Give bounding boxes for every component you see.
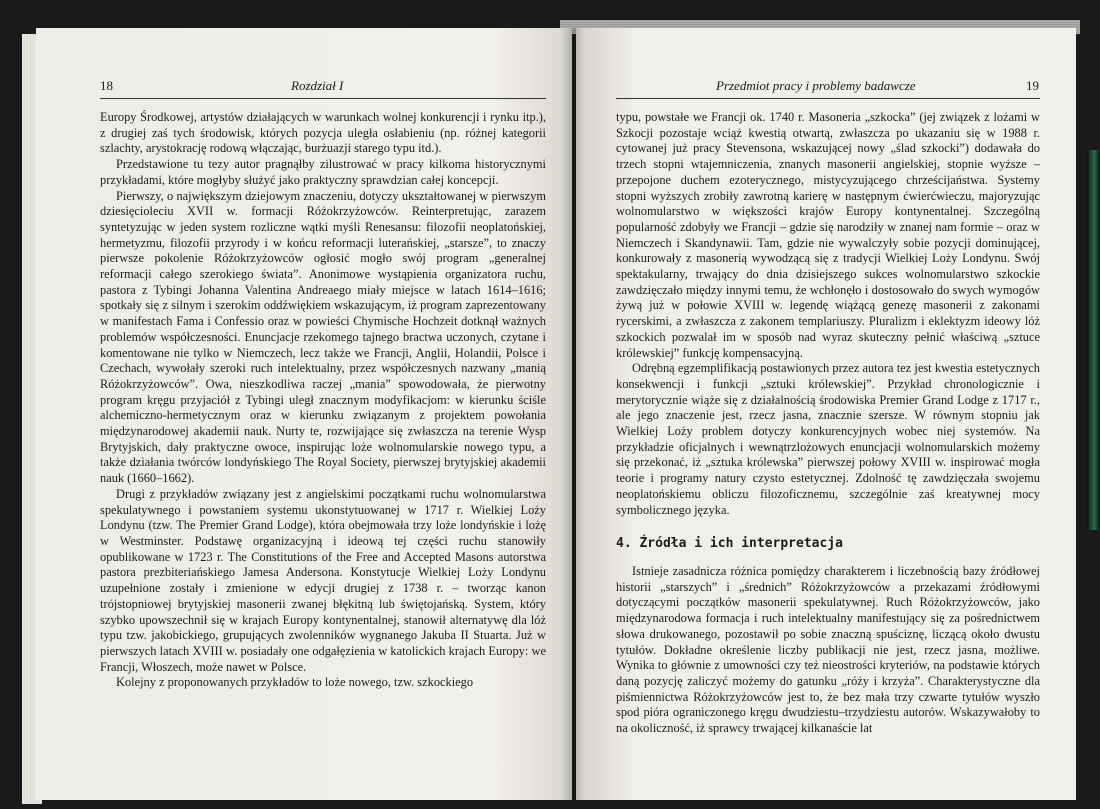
page-number-right: 19: [1026, 78, 1039, 93]
section-heading: 4. Źródła i ich interpretacja: [616, 536, 843, 552]
paragraph: Europy Środkowej, artystów działających w warunkach wolnej konkurencji i rynku itp.), z drugiej zaś tych środowisk, których pozycja uległa osłabieniu (np. różnej kategorii szlachty, arystokrację rodową włączając, burżuazji starego typu itd.).: [100, 110, 546, 156]
cover-edge: [1086, 150, 1100, 530]
left-page-text: [100, 110, 546, 691]
paragraph: Pierwszy, o największym dziejowym znaczeniu, dotyczy ukształtowanej w pierwszym dziesięcioleciu XVII w. formacji Różokrzyżowców. Reinterpretując, zarazem syntetyzując w jeden system rozliczne wątki myśli Renesansu: filozofii neoplatońskiej, hermetyzmu, filozofii przyrody i w końcu reformacji luterańskiej, „starsze”, to znaczy pierwsze pokolenie Różokrzyżowców ogłosić mogło swój program „generalnej reformacji całego szerokiego świata”. Anonimowe wystąpienia organizatora ruchu, pastora z Tybingi Johanna Valentina Andreaego miały miejsce w latach 1614–1616; spotkały się z silnym i szerokim oddźwiękiem wskazującym, iż program zaprezentowany w manifestach Fama i Confessio oraz w powieści Chymische Hochzeit dotknął ważnych problemów współczesności. Enuncjacje rzekomego tajnego bractwa uczonych, czytane i komentowane nie tylko w Niemczech, lecz także we Francji, Anglii, Holandii, Polsce i Czechach, wywołały szeroki ruch intelektualny, przez współczesnych nazwany „manią Różokrzyżowców”. Owa, nieszkodliwa raczej „mania” spowodowała, że pierwotny program kręgu przyjaciół z Tybingi uległ znacznym modyfikacjom: w kierunku ściśle alchemiczno-hermetycznym oraz w kierunku związanym z projektem powołania międzynarodowej akademii nauk. Nurty te, rozwijające się zwłaszcza na terenie Wysp Brytyjskich, dały praktyczne owoce, inspirując loże wolnomularskie nowego typu, a także działania twórców londyńskiego The Royal Society, pierwszej brytyjskiej akademii nauk (1660–1662).: [100, 188, 546, 486]
paragraph: Kolejny z proponowanych przykładów to loże nowego, tzw. szkockiego: [116, 675, 474, 690]
right-page-text: [616, 110, 1040, 737]
running-head-left: Rozdział I: [291, 78, 344, 93]
paragraph: Istnieje zasadnicza różnica pomiędzy charakterem i liczebnością bazy źródłowej historii „starszych” i „średnich” Różokrzyżowców a przekazami źródłowymi dotyczącymi początków masonerii spekulatywnej. Ruch Różokrzyżowców, jako międzynarodowa formacja i ruch intelektualny manifestujący się za pośrednictwem słowa drukowanego, pozostawił po sobie znaczną spuściznę, liczącą około dwustu tytułów. Dokładne określenie liczby publikacji nie jest, rzecz jasna, możliwe. Wynika to głównie z umowności czy też nieostrości kryteriów, na podstawie których daną pozycję zaliczyć możemy do gatunku „róży i krzyża”. Charakterystyczne dla piśmiennictwa Różokrzyżowców jest to, że bez mała trzy czwarte tytułów wyszło spod pióra ograniczonego kręgu dwudziestu–trzydziestu autorów. Wskazywałoby to na okoliczność, iż sprawcy trwającej kilkanaście lat: [616, 563, 1040, 736]
paragraph: Odrębną egzemplifikacją postawionych przez autora tez jest kwestia estetycznych konsekwencji i funkcji „sztuki królewskiej”. Przykład chronologicznie i merytorycznie wiąże się z działalnością środowiska Premier Grand Lodge z 1717 r., ale jego znaczenie jest, rzecz jasna, znacznie szersze. W równym stopniu jak Wielkiej Loży problem dotyczy konkurencyjnych wobec niej systemów. Na przykładzie oficjalnych i wewnątrzlożowych enuncjacji wolnomularskich możemy się przekonać, iż „sztuka królewska” pierwszej połowy XVIII w. inspirować mogła teorie i programy natury czysto estetycznej. Zdolność tę zawdzięczała swojemu neoplatońskiemu obliczu filozoficznemu, szczególnie zaś kreatywnej mocy symbolicznego języka.: [616, 361, 1040, 517]
page-number-left: 18: [100, 78, 113, 93]
paragraph: Przedstawione tu tezy autor pragnąłby zilustrować w pracy kilkoma historycznymi przykładami, które mogłyby służyć jako praktyczny sprawdzian całej koncepcji.: [100, 157, 546, 187]
paragraph: Drugi z przykładów związany jest z angielskimi początkami ruchu wolnomularstwa spekulatywnego i powstaniem systemu ukonstytuowanej w 1717 r. Wielkiej Loży Londynu (tzw. The Premier Grand Lodge), która obejmowała trzy loże londyńskie i lożę w Westminster. Podstawę organizacyjną i ideową tej części ruchu stanowiły opublikowane w 1723 r. The Constitutions of the Free and Accepted Masons autorstwa pastora prezbiteriańskiego Jamesa Andersona. Konstytucje Wielkiej Loży Londynu uzupełnione zostały i zmienione w edycji drugiej z 1738 r. – tworząc kanon trójstopniowej brytyjskiej masonerii zwanej błękitną lub świętojańską. System, który szybko upowszechnił się w krajach Europy kontynentalnej, stanowił alternatywę dla lóż typu tzw. jakobickiego, grupujących zwolenników wygnanego Jakuba II Stuarta. Już w pierwszych latach XVIII w. posiadały one odgałęzienia w katolickich krajach Europy: we Francji, Włoszech, może nawet w Polsce.: [100, 486, 546, 674]
running-head-right: Przedmiot pracy i problemy badawcze: [716, 78, 916, 93]
header-rule-left: [100, 98, 546, 99]
book-spread: [20, 8, 1080, 806]
paragraph: typu, powstałe we Francji ok. 1740 r. Masoneria „szkocka” (jej związek z lożami w Szkocji pozostaje wciąż kwestią otwartą, zwłaszcza po ukazaniu się w 1988 r. cytowanej już pracy Stevensona, wskazującej nowy „ślad szkocki”) dodawała do trzech stopni wtajemniczenia, znanych masonerii angielskiej, stopnie wyższe – przepojone duchem ezoterycznego, mistycyzującego chrześcijaństwa. Systemy stopni wyższych zrobiły zawrotną karierę w następnym ćwierćwieczu, majoryzując wolnomularstwo w większości krajów Europy kontynentalnej. Szczególną popularność zdobyły we Francji – gdzie się narodziły w znanej nam formie – oraz w Niemczech i Skandynawii. Tam, gdzie nie wywalczyły sobie pozycji dominującej, konkurowały z masonerią wywodzącą się z tradycji Wielkiej Loży Londynu. Swój spektakularny, trwający do dnia dzisiejszego sukces wolnomularstwo szkockie zawdzięczało między innymi temu, że wchłonęło i dostosowało do swych wymogów żywą już w połowie XVIII w. legendę wiążącą genezę masonerii z zakonami rycerskimi, a zwłaszcza z zakonem templariuszy. Pluralizm i eklektyzm ideowy lóż szkockich pozwalał im w sposób nad wyraz skuteczny pełnić właściwą „sztuce królewskiej” funkcję kompensacyjną.: [616, 110, 1040, 360]
right-page: [576, 28, 1076, 800]
header-rule-right: [616, 98, 1040, 99]
spine-shadow: [560, 28, 584, 800]
left-page: [36, 28, 572, 800]
